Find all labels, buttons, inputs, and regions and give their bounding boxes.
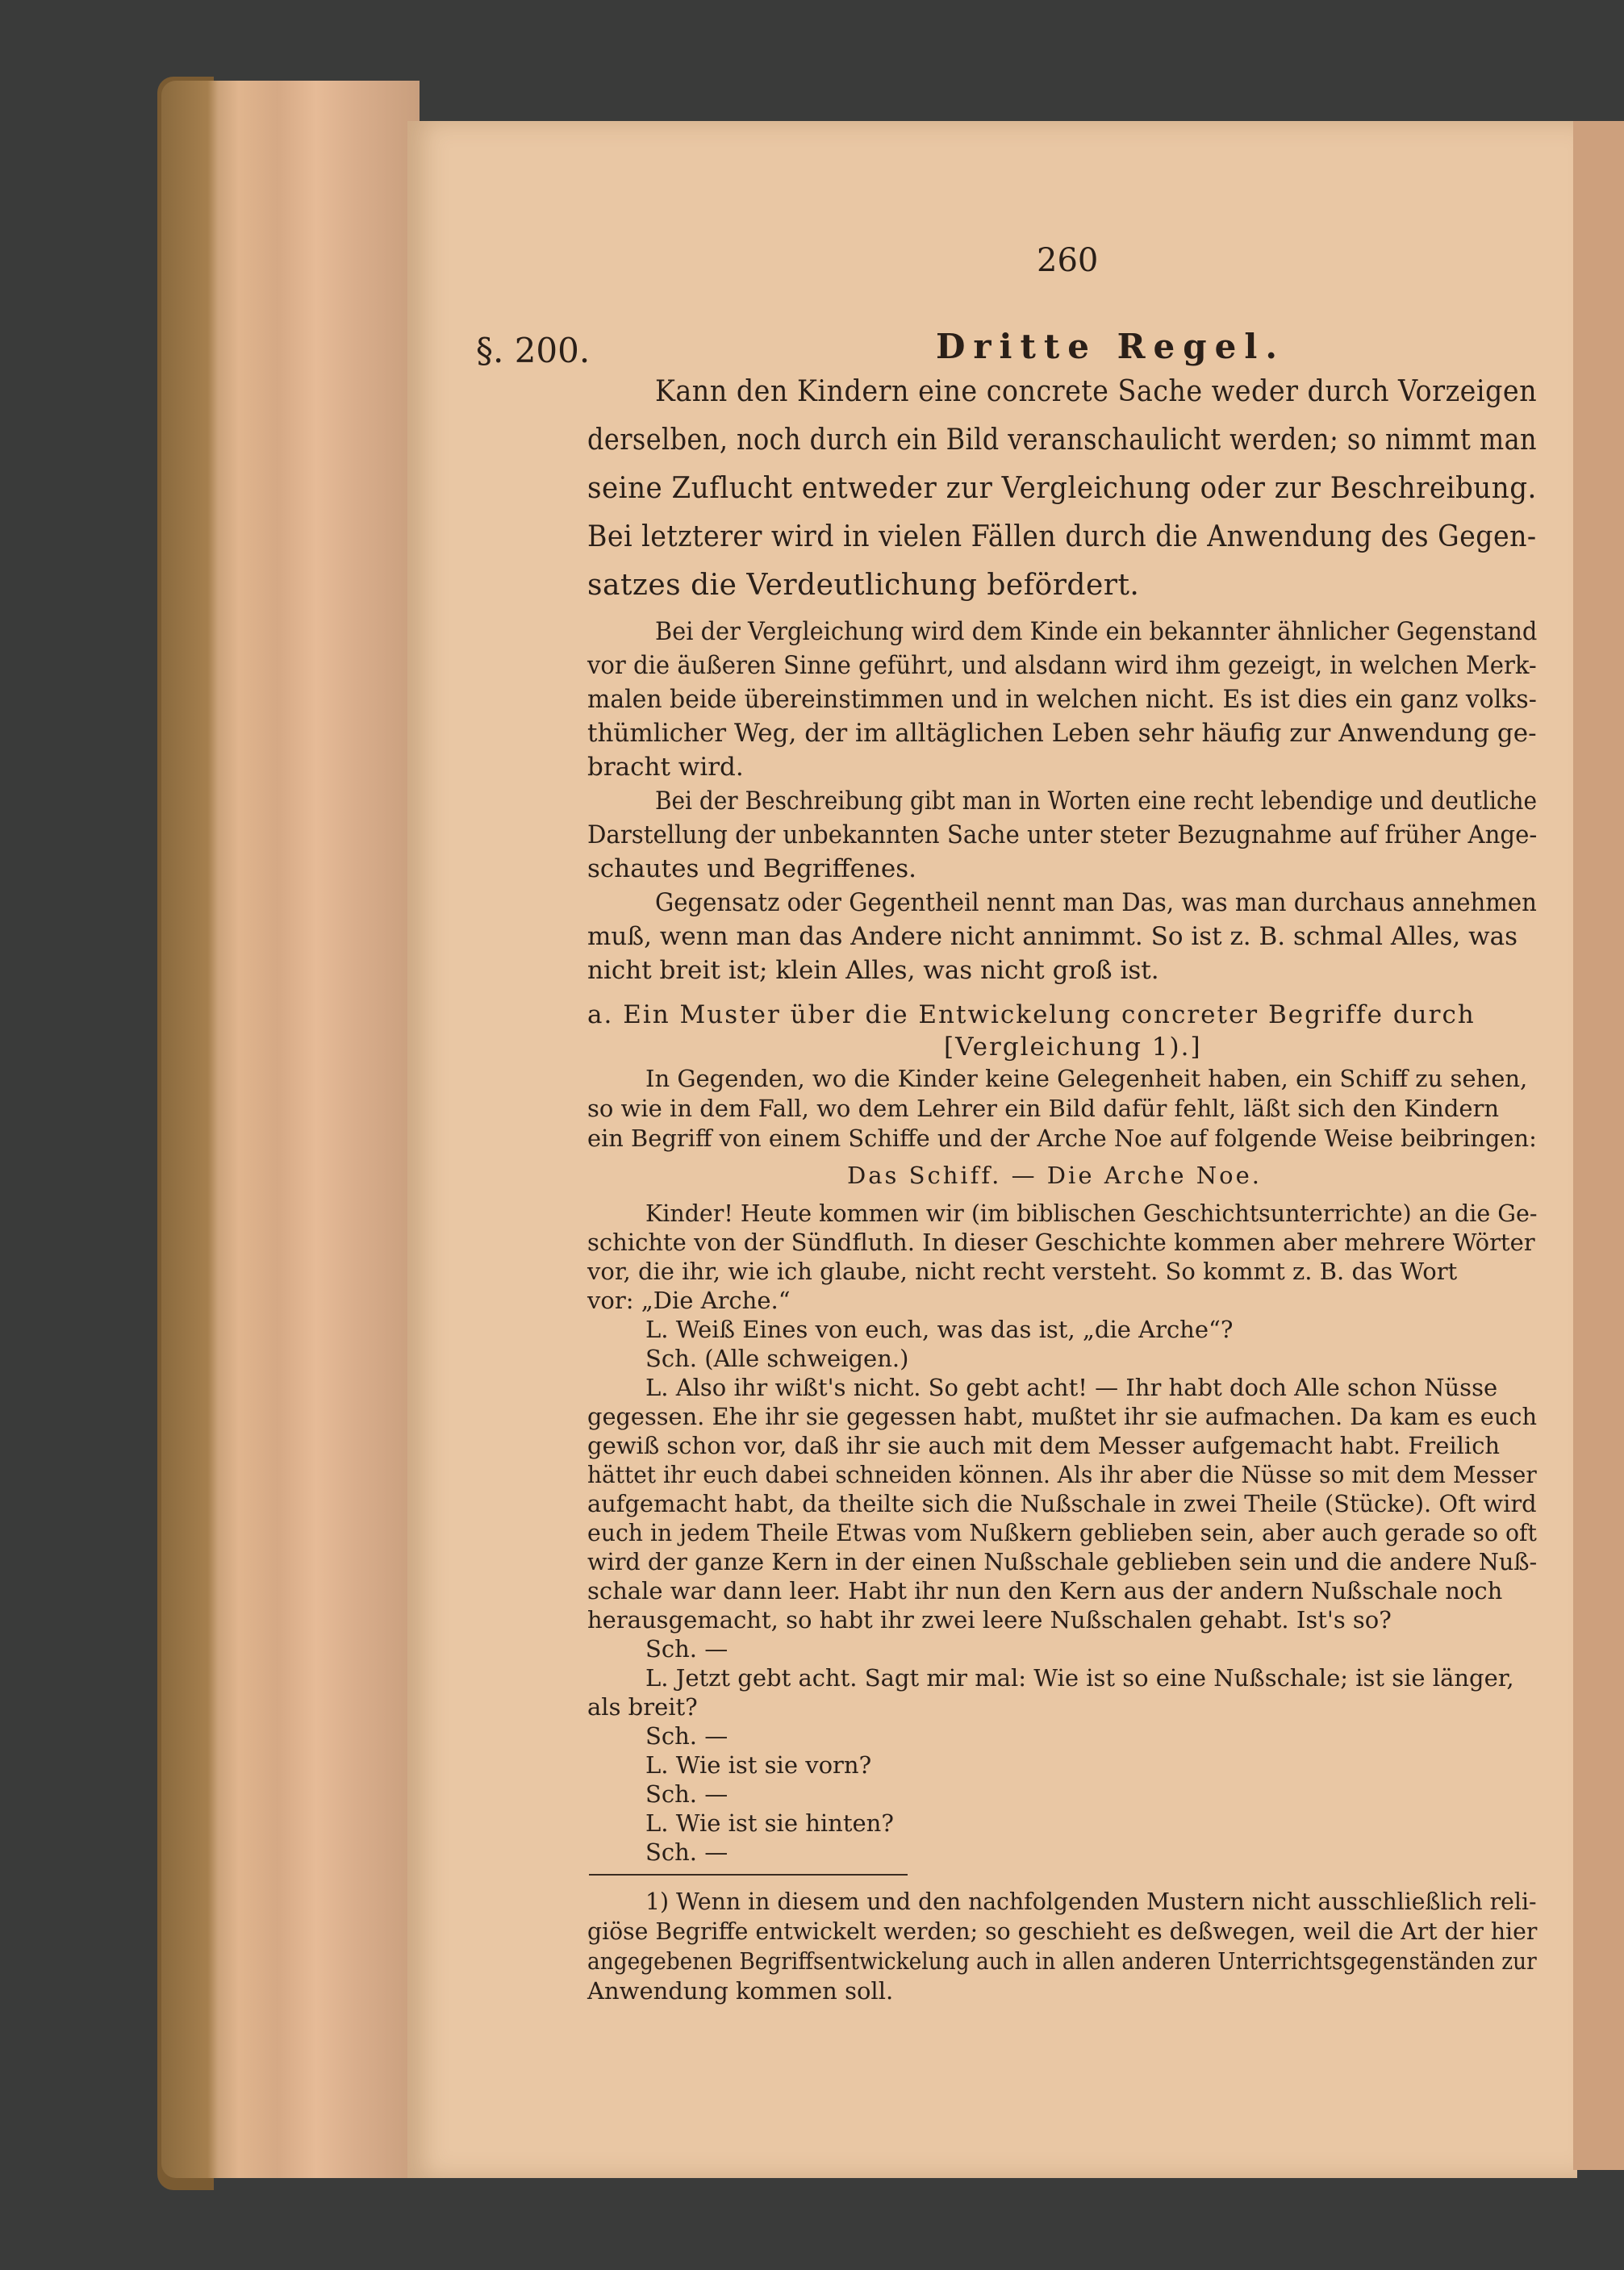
example-heading: a. Ein Muster über die Entwickelung concreter Begriffe durch xyxy=(587,1000,1476,1029)
paragraph-line: Gegensatz oder Gegentheil nennt man Das, was man durchaus annehmen xyxy=(655,888,1537,917)
rule-heading: Dritte Regel. xyxy=(936,327,1285,366)
dialogue-line: L. Wie ist sie hinten? xyxy=(645,1809,894,1837)
dialogue-line: als breit? xyxy=(587,1693,698,1721)
dialogue-line: gegessen. Ehe ihr sie gegessen habt, mußtet ihr sie aufmachen. Da kam es euch xyxy=(587,1403,1538,1430)
page-number: 260 xyxy=(1037,242,1099,279)
dialogue-line: Sch. — xyxy=(645,1722,729,1750)
dialogue-line: L. Also ihr wißt's nicht. So gebt acht! — Ihr habt doch Alle schon Nüsse xyxy=(645,1374,1498,1401)
dialogue-line: L. Weiß Eines von euch, was das ist, „die Arche“? xyxy=(645,1316,1234,1343)
dialogue-line: vor: „Die Arche.“ xyxy=(587,1287,791,1314)
paragraph-line: thümlicher Weg, der im alltäglichen Leben sehr häufig zur Anwendung ge- xyxy=(587,719,1537,748)
section-number: §. 200. xyxy=(476,331,591,370)
dialogue-line: aufgemacht habt, da theilte sich die Nußschale in zwei Theile (Stücke). Oft wird xyxy=(587,1490,1537,1517)
footnote-line: angegebenen Begriffsentwickelung auch in allen anderen Unterrichtsgegenständen zur xyxy=(587,1947,1537,1975)
paragraph-line: muß, wenn man das Andere nicht annimmt. So ist z. B. schmal Alles, was xyxy=(587,922,1518,951)
paragraph-line: schautes und Begriffenes. xyxy=(587,854,917,883)
rule-line: satzes die Verdeutlichung befördert. xyxy=(587,569,1140,602)
dialogue-line: herausgemacht, so habt ihr zwei leere Nußschalen gehabt. Ist's so? xyxy=(587,1606,1392,1634)
dialogue-line: L. Jetzt gebt acht. Sagt mir mal: Wie ist so eine Nußschale; ist sie länger, xyxy=(645,1664,1514,1692)
footnote-line: Anwendung kommen soll. xyxy=(587,1977,894,2005)
dialogue-line: hättet ihr euch dabei schneiden können. Als ihr aber die Nüsse so mit dem Messer xyxy=(587,1461,1537,1488)
paragraph-line: malen beide übereinstimmen und in welchen nicht. Es ist dies ein ganz volks- xyxy=(587,685,1537,714)
rule-line: derselben, noch durch ein Bild veranschaulicht werden; so nimmt man xyxy=(587,424,1538,457)
page-edges xyxy=(161,81,420,2178)
next-page-edge xyxy=(1573,121,1624,2170)
dialogue-line: Kinder! Heute kommen wir (im biblischen Geschichtsunterrichte) an die Ge- xyxy=(645,1200,1538,1227)
paragraph-line: bracht wird. xyxy=(587,753,744,782)
example-intro-line: In Gegenden, wo die Kinder keine Gelegenheit haben, ein Schiff zu sehen, xyxy=(645,1065,1528,1092)
example-intro-line: ein Begriff von einem Schiffe und der Arche Noe auf folgende Weise beibringen: xyxy=(587,1125,1537,1152)
dialogue-line: schale war dann leer. Habt ihr nun den Kern aus der andern Nußschale noch xyxy=(587,1577,1503,1604)
dialogue-line: Sch. — xyxy=(645,1635,729,1663)
rule-line: Bei letzterer wird in vielen Fällen durch die Anwendung des Gegen- xyxy=(587,520,1537,553)
dialogue-line: wird der ganze Kern in der einen Nußschale geblieben sein und die andere Nuß- xyxy=(587,1548,1538,1575)
dialogue-line: Sch. — xyxy=(645,1780,729,1808)
dialogue-line: euch in jedem Theile Etwas vom Nußkern geblieben sein, aber auch gerade so oft xyxy=(587,1519,1537,1546)
dialogue-line: gewiß schon vor, daß ihr sie auch mit dem Messer aufgemacht habt. Freilich xyxy=(587,1432,1501,1459)
paragraph-line: nicht breit ist; klein Alles, was nicht groß ist. xyxy=(587,956,1159,985)
example-intro-line: so wie in dem Fall, wo dem Lehrer ein Bild dafür fehlt, läßt sich den Kindern xyxy=(587,1095,1500,1122)
paragraph-line: vor die äußeren Sinne geführt, und alsdann wird ihm gezeigt, in welchen Merk- xyxy=(587,651,1537,680)
footnote-line: giöse Begriffe entwickelt werden; so geschieht es deßwegen, weil die Art der hier xyxy=(587,1917,1538,1945)
dialogue-line: Sch. — xyxy=(645,1838,729,1866)
paragraph-line: Darstellung der unbekannten Sache unter steter Bezugnahme auf früher Ange- xyxy=(587,820,1538,849)
paragraph-line: Bei der Beschreibung gibt man in Worten eine recht lebendige und deutliche xyxy=(655,787,1538,816)
rule-line: Kann den Kindern eine concrete Sache weder durch Vorzeigen xyxy=(655,375,1538,408)
footnote-line: 1) Wenn in diesem und den nachfolgenden Mustern nicht ausschließlich reli- xyxy=(645,1888,1537,1915)
dialogue-line: schichte von der Sündfluth. In dieser Geschichte kommen aber mehrere Wörter xyxy=(587,1229,1535,1256)
paragraph-line: Bei der Vergleichung wird dem Kinde ein bekannter ähnlicher Gegenstand xyxy=(655,617,1538,646)
example-heading: [Vergleichung 1).] xyxy=(944,1033,1202,1062)
rule-line: seine Zuflucht entweder zur Vergleichung oder zur Beschreibung. xyxy=(587,472,1537,505)
footnote-rule xyxy=(589,1874,908,1876)
dialogue-line: L. Wie ist sie vorn? xyxy=(645,1751,872,1779)
dialogue-line: vor, die ihr, wie ich glaube, nicht recht versteht. So kommt z. B. das Wort xyxy=(587,1258,1458,1285)
dialogue-line: Sch. (Alle schweigen.) xyxy=(645,1345,909,1372)
example-title: Das Schiff. — Die Arche Noe. xyxy=(847,1162,1263,1189)
